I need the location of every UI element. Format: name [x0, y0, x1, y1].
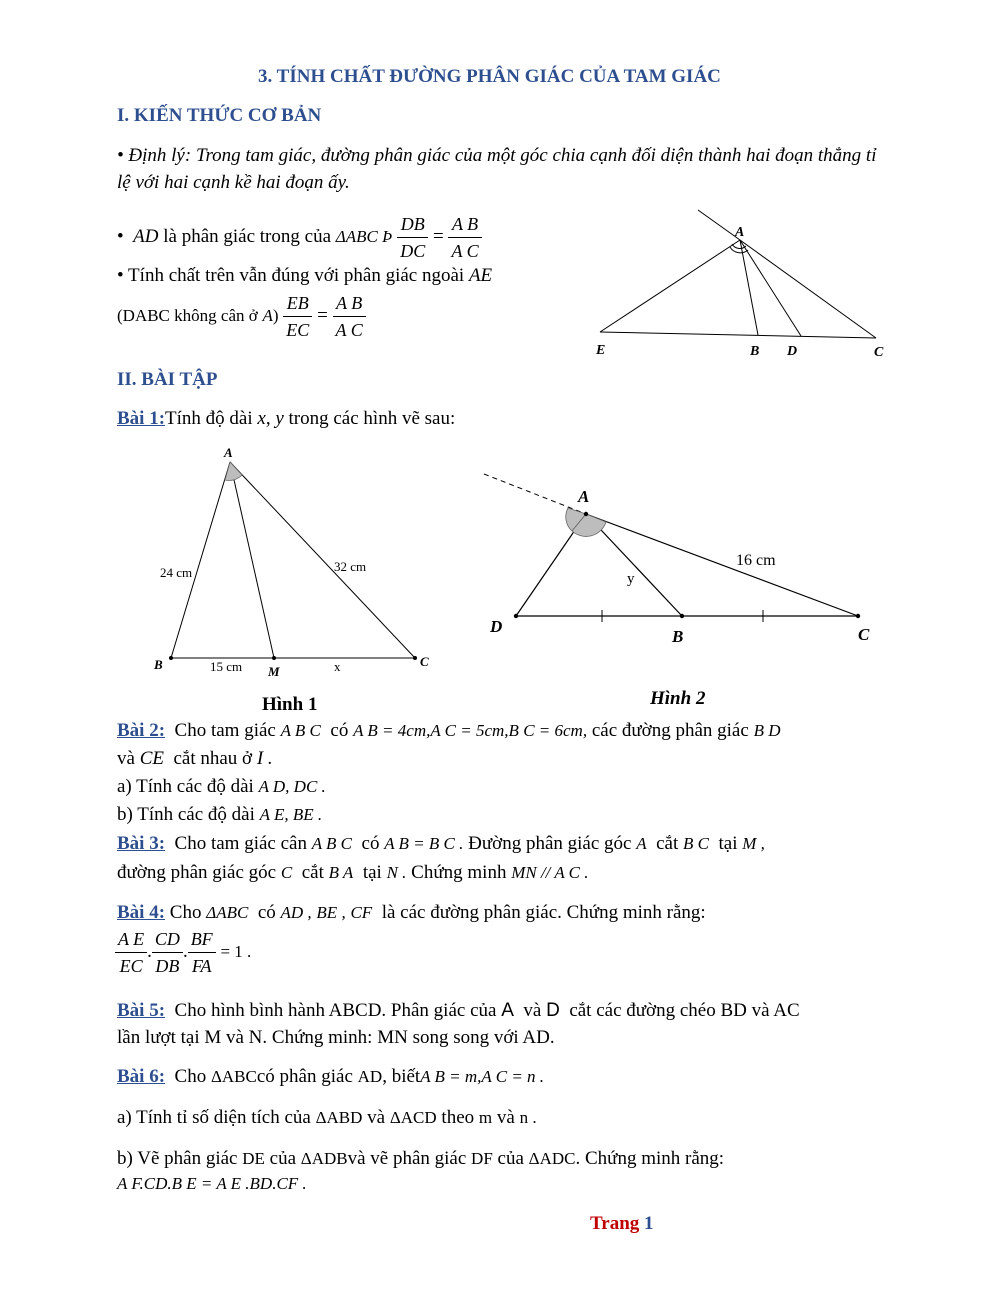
- segment-ae: [600, 240, 740, 332]
- exercise-6-part-b: b) Vẽ phân giác DE của ΔADBvà vẽ phân giác DF của ΔADC. Chứng minh rằng:: [117, 1148, 725, 1169]
- point-c: [413, 656, 417, 660]
- point-label-b: B: [672, 627, 684, 646]
- condition-text: (DABC không cân ở: [117, 305, 258, 325]
- point-label-a: A: [735, 225, 745, 240]
- length-ab: y: [627, 571, 635, 587]
- exercise-1: Bài 1:Tính độ dài x, y trong các hình vẽ sau:: [117, 408, 456, 429]
- angle-marker-a: [225, 462, 242, 480]
- fraction-cd-db: $\frac{CD}{DB}$: [152, 926, 183, 979]
- external-extension-line: [484, 474, 586, 514]
- segment-am: [230, 462, 274, 658]
- exercise-3-line-2: đường phân giác góc C cắt B A tại N . Chứng minh MN // A C .: [117, 862, 589, 883]
- segment-ac: [740, 240, 876, 338]
- property-text: là phân giác trong của: [163, 225, 331, 247]
- point-label-d: D: [490, 617, 503, 636]
- figure-hinh-1: [140, 440, 450, 700]
- point-m: [272, 656, 276, 660]
- equals: =: [433, 225, 444, 247]
- point-label-m: M: [268, 664, 280, 679]
- segment-ac: [230, 462, 415, 658]
- point-a: [584, 512, 588, 516]
- figure-hinh-2: [480, 462, 900, 662]
- fraction-ae-ec: $\frac{\text{A E}}{EC}$: [115, 926, 147, 979]
- length-bm: 15 cm: [210, 659, 243, 674]
- point-label-b: B: [154, 657, 163, 672]
- length-ac: 32 cm: [334, 559, 367, 574]
- exercise-2-part-a: a) Tính các độ dài A D, DC .: [117, 776, 326, 797]
- exercise-6-formula: A F.CD.B E = A E .BD.CF .: [117, 1174, 307, 1193]
- footer-label: Trang: [590, 1213, 640, 1234]
- exercise-2-line-1: Bài 2: Cho tam giác A B C có A B = 4cm,A C = 5cm,B C = 6cm, các đường phân giác B D: [117, 720, 781, 741]
- exercise-5-line-2: lần lượt tại M và N. Chứng minh: MN song song với AD.: [117, 1027, 555, 1048]
- exercise-label: Bài 2:: [117, 720, 166, 741]
- exercise-label: Bài 6:: [117, 1066, 166, 1087]
- point-b: [680, 614, 684, 618]
- segment-ec: [600, 332, 876, 338]
- length-ac: 16 cm: [736, 552, 776, 569]
- point-label-a: A: [578, 487, 590, 506]
- math-a: A: [262, 305, 273, 325]
- exercise-label: Bài 4:: [117, 902, 166, 923]
- page-number: 1: [644, 1213, 654, 1234]
- fraction-bf-fa: $\frac{BF}{FA}$: [188, 926, 216, 979]
- fraction-eb-ec: $\frac{EB}{EC}$: [283, 290, 312, 343]
- equals: =: [317, 304, 328, 326]
- exercise-6-line-1: Bài 6: Cho ΔABCcó phân giác AD, biếtA B = m,A C = n .: [117, 1066, 545, 1087]
- property-inner-bisector: [117, 211, 482, 264]
- bullet: •: [117, 225, 124, 247]
- page-footer: [590, 1213, 654, 1235]
- exercise-3-line-1: Bài 3: Cho tam giác cân A B C có A B = B C . Đường phân giác góc A cắt B C tại M ,: [117, 833, 765, 854]
- section-heading-1: I. KIẾN THỨC CƠ BẢN: [117, 105, 322, 126]
- fraction-ab-ac: $\frac{\text{A B}}{\text{A C}}$: [448, 211, 481, 264]
- point-d: [514, 614, 518, 618]
- property-text-2: • Tính chất trên vẫn đúng với phân giác ngoài: [117, 265, 465, 286]
- point-label-c: C: [420, 654, 429, 669]
- point-label-c: C: [874, 345, 884, 360]
- length-mc: x: [334, 659, 341, 674]
- caption-hinh-2: Hình 2: [650, 688, 706, 709]
- exercise-4-formula: $\frac{\text{A E}}{EC}$ . $\frac{CD}{DB}$ . $\frac{BF}{FA}$ = 1 .: [115, 926, 251, 979]
- segment-ac: [586, 514, 858, 616]
- math-triangle: ΔABC Þ: [335, 226, 393, 246]
- exercise-2-part-b: b) Tính các độ dài A E, BE .: [117, 804, 323, 825]
- point-b: [169, 656, 173, 660]
- exercise-label: Bài 1:: [117, 408, 166, 429]
- length-ab: 24 cm: [160, 565, 193, 580]
- point-label-e: E: [596, 343, 606, 358]
- point-c: [856, 614, 860, 618]
- exercise-2-line-2: và CE cắt nhau ở I .: [117, 748, 273, 769]
- fraction-db-dc: $\frac{DB}{DC}$: [397, 211, 428, 264]
- section-heading-2: II. BÀI TẬP: [117, 369, 218, 390]
- theorem-line-1: • Định lý: Trong tam giác, đường phân giác của một góc chia cạnh đối diện thành hai đoạn thẳng tỉ: [117, 145, 877, 166]
- point-label-c: C: [858, 625, 870, 644]
- fraction-ab-ac-2: $\frac{\text{A B}}{\text{A C}}$: [333, 290, 366, 343]
- segment-ab: [171, 462, 230, 658]
- external-extension-line: [698, 210, 740, 240]
- theorem-line-2: lệ với hai cạnh kề hai đoạn ấy.: [117, 172, 350, 193]
- exercise-5-line-1: Bài 5: Cho hình bình hành ABCD. Phân giác của A và D cắt các đường chéo BD và AC: [117, 1000, 800, 1021]
- point-label-b: B: [750, 344, 760, 359]
- page-title: 3. TÍNH CHẤT ĐƯỜNG PHÂN GIÁC CỦA TAM GIÁC: [258, 66, 721, 87]
- math-ad: AD: [133, 225, 159, 247]
- figure-bisector-property: [580, 200, 900, 370]
- exercise-label: Bài 3:: [117, 833, 166, 854]
- point-label-a: A: [224, 445, 233, 460]
- exercise-label: Bài 5:: [117, 1000, 166, 1021]
- property-outer-bisector: [117, 265, 492, 287]
- math-ae: AE: [468, 265, 493, 286]
- exercise-4-line-1: Bài 4: Cho ΔABC có AD , BE , CF là các đường phân giác. Chứng minh rằng:: [117, 902, 706, 923]
- property-outer-formula: (DABC không cân ở A) $\frac{EB}{EC}$ = $\frac{\text{A B}}{\text{A C}}$: [117, 290, 366, 343]
- point-label-d: D: [787, 344, 798, 359]
- caption-hinh-1: Hình 1: [262, 694, 318, 715]
- exercise-6-part-a: a) Tính tỉ số diện tích của ΔABD và ΔACD theo m và n .: [117, 1107, 537, 1128]
